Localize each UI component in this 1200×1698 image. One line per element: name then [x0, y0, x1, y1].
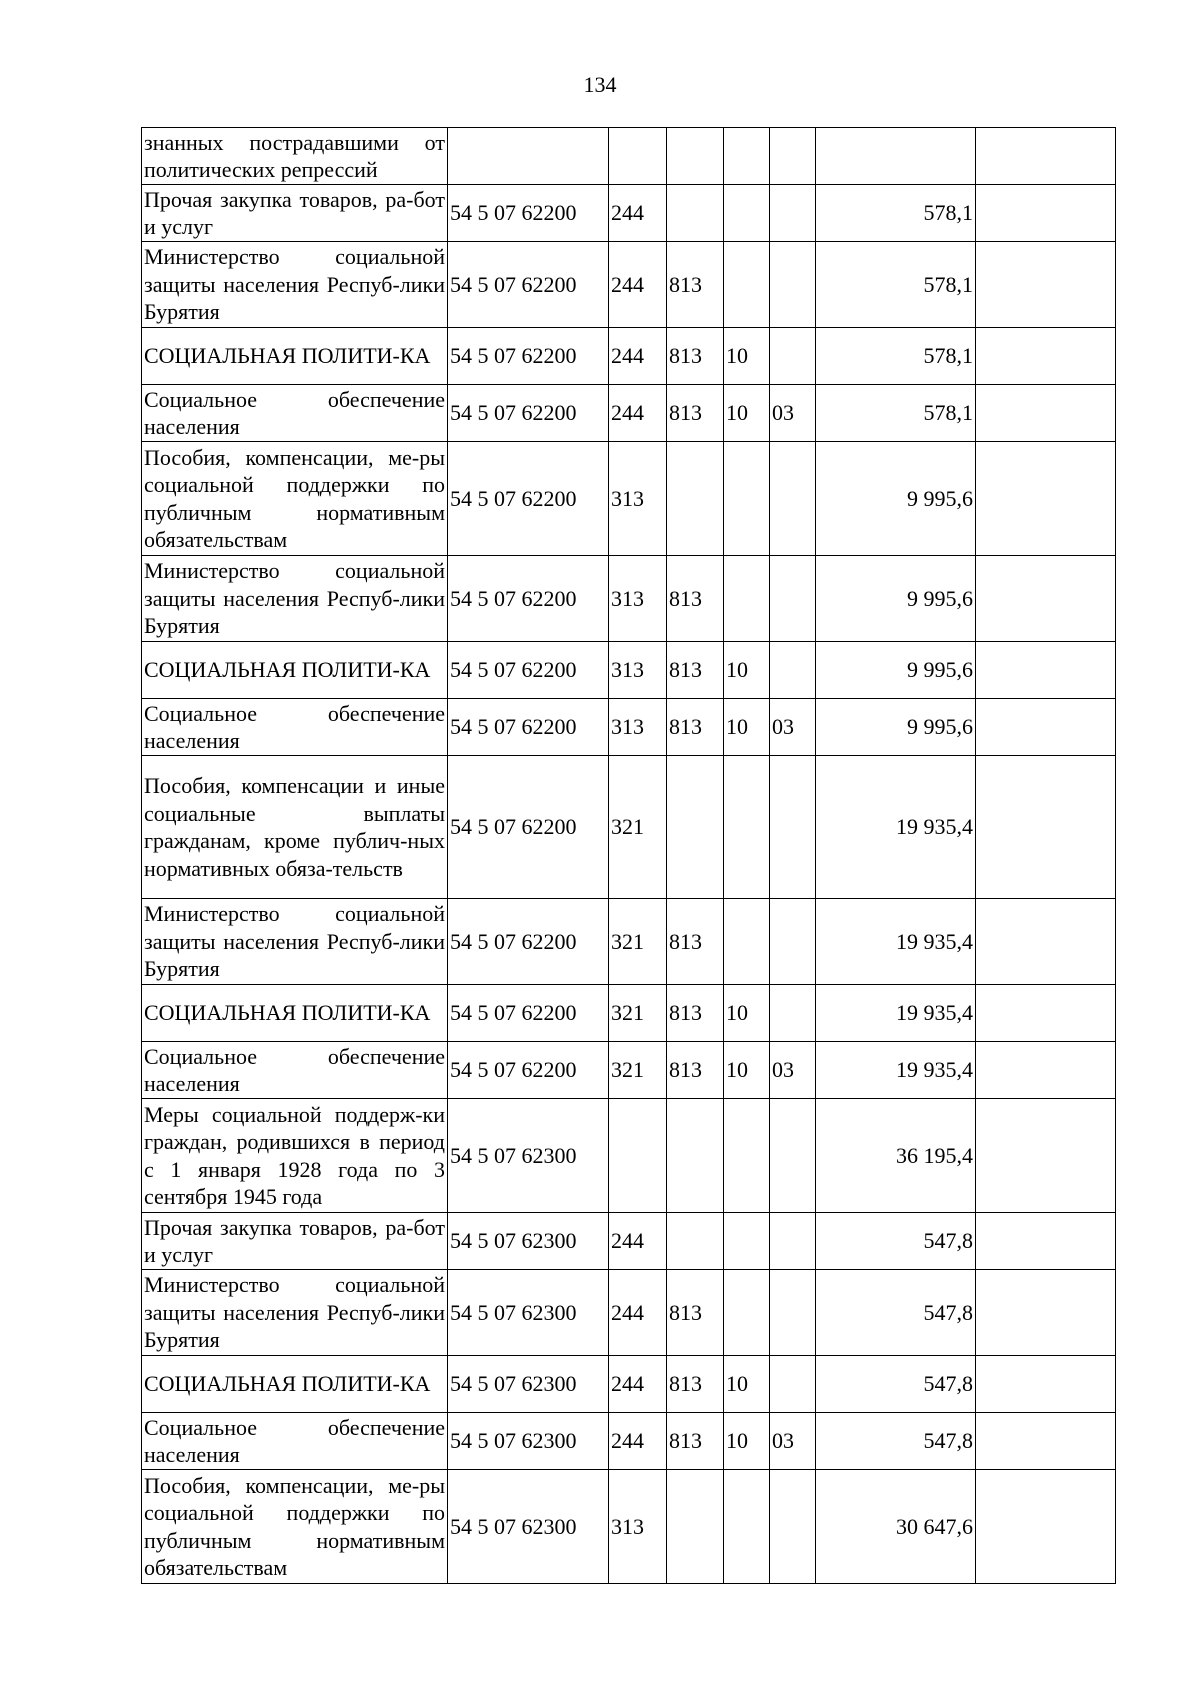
row-extra-cell — [976, 1470, 1116, 1584]
row-vr-cell — [609, 128, 667, 185]
row-extra-cell — [976, 1213, 1116, 1270]
row-name-cell: Пособия, компенсации, ме-ры социальной поддержки по публичным нормативным обязательствам — [142, 1470, 448, 1584]
row-pr-cell — [770, 185, 816, 242]
row-extra-cell — [976, 1356, 1116, 1413]
table-row — [142, 1470, 1116, 1584]
budget-table — [141, 127, 1116, 1584]
row-name-cell: Социальное обеспечение населения — [142, 1413, 448, 1470]
row-rz-cell — [724, 556, 770, 642]
row-rz-cell — [724, 242, 770, 328]
row-pr-cell: 03 — [770, 699, 816, 756]
row-sum-cell: 578,1 — [816, 385, 976, 442]
row-csr-cell: 54 5 07 62200 — [448, 328, 609, 385]
table-row — [142, 899, 1116, 985]
row-sum-cell: 19 935,4 — [816, 756, 976, 899]
row-vr-cell: 313 — [609, 1470, 667, 1584]
row-csr-cell: 54 5 07 62200 — [448, 756, 609, 899]
row-extra-cell — [976, 242, 1116, 328]
row-extra-cell — [976, 442, 1116, 556]
table-row — [142, 128, 1116, 185]
row-rz-cell: 10 — [724, 642, 770, 699]
row-csr-cell: 54 5 07 62300 — [448, 1356, 609, 1413]
table-row — [142, 1042, 1116, 1099]
row-ved-cell — [667, 1213, 724, 1270]
row-pr-cell — [770, 1470, 816, 1584]
row-vr-cell — [609, 1099, 667, 1213]
table-row — [142, 699, 1116, 756]
table-row — [142, 985, 1116, 1042]
row-csr-cell: 54 5 07 62200 — [448, 442, 609, 556]
row-ved-cell — [667, 185, 724, 242]
table-row — [142, 1099, 1116, 1213]
row-vr-cell: 321 — [609, 756, 667, 899]
row-rz-cell — [724, 1213, 770, 1270]
row-ved-cell — [667, 442, 724, 556]
row-name-cell: Прочая закупка товаров, ра-бот и услуг — [142, 185, 448, 242]
row-sum-cell: 9 995,6 — [816, 442, 976, 556]
row-sum-cell: 547,8 — [816, 1213, 976, 1270]
row-csr-cell: 54 5 07 62200 — [448, 242, 609, 328]
row-sum-cell: 19 935,4 — [816, 1042, 976, 1099]
row-pr-cell — [770, 756, 816, 899]
row-pr-cell — [770, 1270, 816, 1356]
table-row — [142, 242, 1116, 328]
row-vr-cell: 321 — [609, 899, 667, 985]
row-name-cell: Пособия, компенсации и иные социальные выплаты гражданам, кроме публич-ных нормативных обяза-тельств — [142, 756, 448, 899]
row-ved-cell — [667, 128, 724, 185]
row-rz-cell — [724, 185, 770, 242]
row-vr-cell: 313 — [609, 699, 667, 756]
row-ved-cell — [667, 756, 724, 899]
row-sum-cell: 578,1 — [816, 185, 976, 242]
table-row — [142, 642, 1116, 699]
row-ved-cell — [667, 1099, 724, 1213]
row-extra-cell — [976, 1413, 1116, 1470]
row-name-cell: Социальное обеспечение населения — [142, 699, 448, 756]
row-csr-cell: 54 5 07 62200 — [448, 1042, 609, 1099]
page-number: 134 — [583, 72, 617, 97]
row-pr-cell — [770, 642, 816, 699]
row-rz-cell: 10 — [724, 328, 770, 385]
row-sum-cell: 30 647,6 — [816, 1470, 976, 1584]
row-sum-cell: 36 195,4 — [816, 1099, 976, 1213]
row-name-cell: Министерство социальной защиты населения Респуб-лики Бурятия — [142, 556, 448, 642]
row-pr-cell — [770, 128, 816, 185]
row-vr-cell: 244 — [609, 1413, 667, 1470]
row-csr-cell: 54 5 07 62300 — [448, 1270, 609, 1356]
row-vr-cell: 244 — [609, 328, 667, 385]
row-ved-cell: 813 — [667, 699, 724, 756]
row-sum-cell: 9 995,6 — [816, 699, 976, 756]
row-csr-cell: 54 5 07 62300 — [448, 1413, 609, 1470]
table-row — [142, 1356, 1116, 1413]
row-pr-cell — [770, 1099, 816, 1213]
row-ved-cell: 813 — [667, 1042, 724, 1099]
row-csr-cell: 54 5 07 62300 — [448, 1099, 609, 1213]
table-row — [142, 1213, 1116, 1270]
row-rz-cell — [724, 128, 770, 185]
row-extra-cell — [976, 328, 1116, 385]
row-sum-cell — [816, 128, 976, 185]
row-rz-cell — [724, 1270, 770, 1356]
row-vr-cell: 321 — [609, 1042, 667, 1099]
row-sum-cell: 19 935,4 — [816, 899, 976, 985]
row-rz-cell: 10 — [724, 1356, 770, 1413]
row-pr-cell — [770, 985, 816, 1042]
row-name-cell: Меры социальной поддерж-ки граждан, родившихся в период с 1 января 1928 года по 3 сентября 1945 года — [142, 1099, 448, 1213]
row-extra-cell — [976, 899, 1116, 985]
row-ved-cell: 813 — [667, 1413, 724, 1470]
row-ved-cell: 813 — [667, 1356, 724, 1413]
row-pr-cell — [770, 556, 816, 642]
row-name-cell: Министерство социальной защиты населения Респуб-лики Бурятия — [142, 242, 448, 328]
row-sum-cell: 578,1 — [816, 328, 976, 385]
row-sum-cell: 9 995,6 — [816, 556, 976, 642]
row-sum-cell: 547,8 — [816, 1413, 976, 1470]
row-rz-cell — [724, 756, 770, 899]
row-vr-cell: 244 — [609, 1270, 667, 1356]
row-name-cell: Министерство социальной защиты населения Респуб-лики Бурятия — [142, 1270, 448, 1356]
row-ved-cell: 813 — [667, 328, 724, 385]
row-vr-cell: 244 — [609, 1213, 667, 1270]
row-pr-cell — [770, 442, 816, 556]
table-row — [142, 1270, 1116, 1356]
row-vr-cell: 313 — [609, 556, 667, 642]
row-pr-cell — [770, 328, 816, 385]
row-rz-cell: 10 — [724, 985, 770, 1042]
row-sum-cell: 547,8 — [816, 1356, 976, 1413]
table-row — [142, 1413, 1116, 1470]
row-csr-cell: 54 5 07 62200 — [448, 899, 609, 985]
row-csr-cell: 54 5 07 62200 — [448, 185, 609, 242]
row-csr-cell: 54 5 07 62200 — [448, 385, 609, 442]
row-extra-cell — [976, 556, 1116, 642]
row-vr-cell: 244 — [609, 1356, 667, 1413]
row-ved-cell: 813 — [667, 985, 724, 1042]
row-name-cell: СОЦИАЛЬНАЯ ПОЛИТИ-КА — [142, 642, 448, 699]
row-vr-cell: 321 — [609, 985, 667, 1042]
row-rz-cell — [724, 442, 770, 556]
row-rz-cell: 10 — [724, 1042, 770, 1099]
row-pr-cell — [770, 1213, 816, 1270]
row-ved-cell: 813 — [667, 556, 724, 642]
row-csr-cell: 54 5 07 62200 — [448, 642, 609, 699]
row-name-cell: Социальное обеспечение населения — [142, 1042, 448, 1099]
row-ved-cell: 813 — [667, 642, 724, 699]
row-extra-cell — [976, 1099, 1116, 1213]
row-ved-cell: 813 — [667, 242, 724, 328]
table-row — [142, 185, 1116, 242]
row-rz-cell: 10 — [724, 385, 770, 442]
row-extra-cell — [976, 1042, 1116, 1099]
row-name-cell: СОЦИАЛЬНАЯ ПОЛИТИ-КА — [142, 328, 448, 385]
row-vr-cell: 313 — [609, 442, 667, 556]
table-row — [142, 756, 1116, 899]
row-name-cell: Пособия, компенсации, ме-ры социальной поддержки по публичным нормативным обязательствам — [142, 442, 448, 556]
row-extra-cell — [976, 699, 1116, 756]
row-ved-cell — [667, 1470, 724, 1584]
row-pr-cell: 03 — [770, 385, 816, 442]
row-pr-cell: 03 — [770, 1042, 816, 1099]
row-name-cell: СОЦИАЛЬНАЯ ПОЛИТИ-КА — [142, 1356, 448, 1413]
row-rz-cell: 10 — [724, 1413, 770, 1470]
row-rz-cell: 10 — [724, 699, 770, 756]
row-sum-cell: 547,8 — [816, 1270, 976, 1356]
row-csr-cell: 54 5 07 62300 — [448, 1213, 609, 1270]
row-csr-cell: 54 5 07 62200 — [448, 985, 609, 1042]
row-ved-cell: 813 — [667, 385, 724, 442]
table-row — [142, 442, 1116, 556]
row-sum-cell: 578,1 — [816, 242, 976, 328]
row-pr-cell — [770, 899, 816, 985]
row-vr-cell: 313 — [609, 642, 667, 699]
row-extra-cell — [976, 756, 1116, 899]
row-vr-cell: 244 — [609, 242, 667, 328]
row-extra-cell — [976, 985, 1116, 1042]
row-name-cell: СОЦИАЛЬНАЯ ПОЛИТИ-КА — [142, 985, 448, 1042]
row-rz-cell — [724, 1099, 770, 1213]
table-body — [142, 128, 1116, 1584]
row-ved-cell: 813 — [667, 899, 724, 985]
row-name-cell: знанных пострадавшими от политических репрессий — [142, 128, 448, 185]
row-csr-cell: 54 5 07 62200 — [448, 699, 609, 756]
row-name-cell: Социальное обеспечение населения — [142, 385, 448, 442]
row-name-cell: Министерство социальной защиты населения Респуб-лики Бурятия — [142, 899, 448, 985]
row-rz-cell — [724, 1470, 770, 1584]
table-row — [142, 385, 1116, 442]
row-pr-cell: 03 — [770, 1413, 816, 1470]
table-row — [142, 556, 1116, 642]
row-vr-cell: 244 — [609, 385, 667, 442]
row-sum-cell: 19 935,4 — [816, 985, 976, 1042]
row-extra-cell — [976, 642, 1116, 699]
row-extra-cell — [976, 385, 1116, 442]
row-extra-cell — [976, 185, 1116, 242]
row-name-cell: Прочая закупка товаров, ра-бот и услуг — [142, 1213, 448, 1270]
row-rz-cell — [724, 899, 770, 985]
row-pr-cell — [770, 242, 816, 328]
row-csr-cell — [448, 128, 609, 185]
row-ved-cell: 813 — [667, 1270, 724, 1356]
row-extra-cell — [976, 1270, 1116, 1356]
row-pr-cell — [770, 1356, 816, 1413]
row-vr-cell: 244 — [609, 185, 667, 242]
row-csr-cell: 54 5 07 62300 — [448, 1470, 609, 1584]
row-csr-cell: 54 5 07 62200 — [448, 556, 609, 642]
table-row — [142, 328, 1116, 385]
row-extra-cell — [976, 128, 1116, 185]
row-sum-cell: 9 995,6 — [816, 642, 976, 699]
